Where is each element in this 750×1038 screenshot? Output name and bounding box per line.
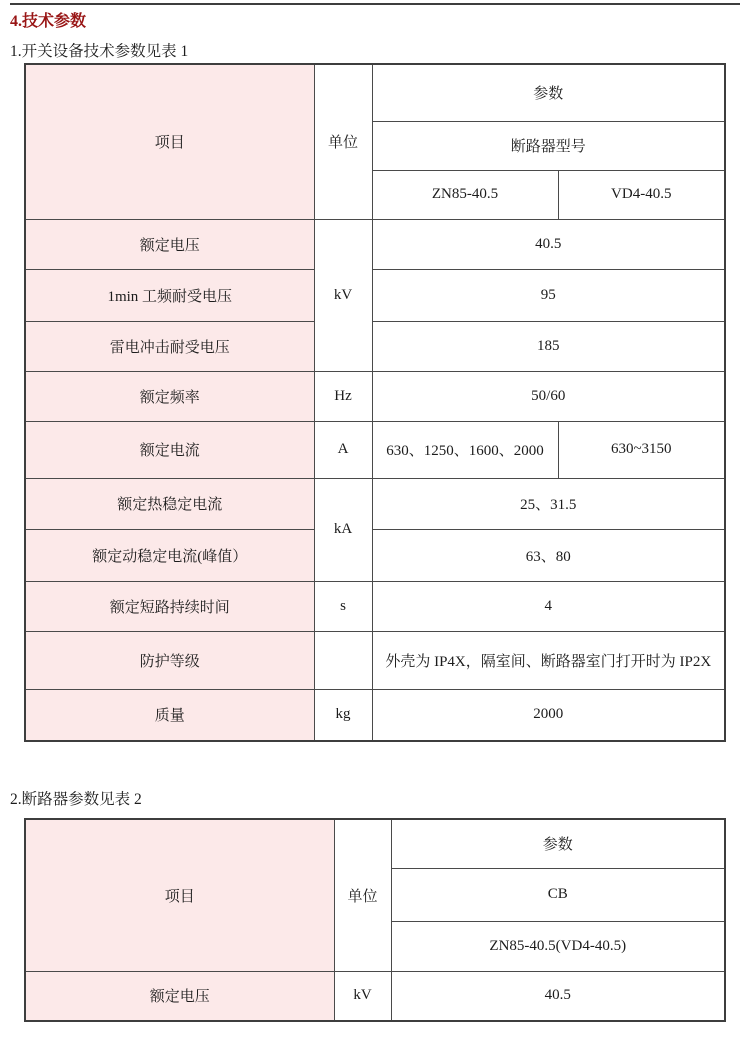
table-row: [25, 529, 725, 581]
item-cell: 质量: [25, 689, 314, 741]
table-header-row: [25, 819, 725, 868]
table-row: [25, 971, 725, 1021]
cb-header-cell: CB: [391, 868, 725, 921]
table2-caption: 2.断路器参数见表 2: [10, 791, 142, 808]
unit-header-cell: 单位: [314, 64, 372, 219]
item-cell: 额定电压: [25, 971, 334, 1021]
param-header-cell: 参数: [391, 819, 725, 868]
value-cell: 95: [372, 269, 725, 321]
item-header-cell: 项目: [25, 819, 334, 971]
unit-cell: kV: [334, 971, 391, 1021]
table-row: [25, 689, 725, 741]
unit-cell: kg: [314, 689, 372, 741]
table-header-row: [25, 64, 725, 121]
item-cell: 额定电压: [25, 219, 314, 269]
model-header-cell: ZN85-40.5(VD4-40.5): [391, 921, 725, 971]
item-cell: 雷电冲击耐受电压: [25, 321, 314, 371]
unit-cell: Hz: [314, 371, 372, 421]
item-cell: 防护等级: [25, 631, 314, 689]
item-cell: 1min 工频耐受电压: [25, 269, 314, 321]
item-cell: 额定频率: [25, 371, 314, 421]
param-header-cell: 参数: [372, 64, 725, 121]
unit-header-cell: 单位: [334, 819, 391, 971]
table-row: [25, 321, 725, 371]
item-cell: 额定短路持续时间: [25, 581, 314, 631]
value-cell: 185: [372, 321, 725, 371]
value-cell: 630~3150: [558, 421, 725, 478]
model-b-header-cell: VD4-40.5: [558, 170, 725, 219]
breaker-parameters-table: [24, 818, 726, 1022]
table-row: [25, 219, 725, 269]
table-row: [25, 269, 725, 321]
section-title: 4.技术参数: [10, 13, 87, 30]
unit-cell: s: [314, 581, 372, 631]
value-cell: 2000: [372, 689, 725, 741]
unit-cell: kV: [314, 219, 372, 371]
value-cell: 25、31.5: [372, 478, 725, 529]
value-cell: 40.5: [372, 219, 725, 269]
item-cell: 额定动稳定电流(峰值）: [25, 529, 314, 581]
unit-cell: kA: [314, 478, 372, 581]
value-cell: 40.5: [391, 971, 725, 1021]
value-cell: 630、1250、1600、2000: [372, 421, 558, 478]
unit-cell: [314, 631, 372, 689]
unit-cell: A: [314, 421, 372, 478]
item-header-cell: 项目: [25, 64, 314, 219]
item-cell: 额定热稳定电流: [25, 478, 314, 529]
breaker-model-header-cell: 断路器型号: [372, 121, 725, 170]
item-cell: 额定电流: [25, 421, 314, 478]
value-cell: 4: [372, 581, 725, 631]
table-row: [25, 478, 725, 529]
table1-caption: 1.开关设备技术参数见表 1: [10, 43, 189, 60]
table-row: [25, 371, 725, 421]
switchgear-parameters-table: [24, 63, 726, 742]
value-cell: 50/60: [372, 371, 725, 421]
table-row: [25, 421, 725, 478]
table-row: [25, 581, 725, 631]
model-a-header-cell: ZN85-40.5: [372, 170, 558, 219]
table-row: [25, 631, 725, 689]
value-cell: 外壳为 IP4X，隔室间、断路器室门打开时为 IP2X: [372, 631, 725, 689]
top-divider: [10, 3, 740, 5]
value-cell: 63、80: [372, 529, 725, 581]
